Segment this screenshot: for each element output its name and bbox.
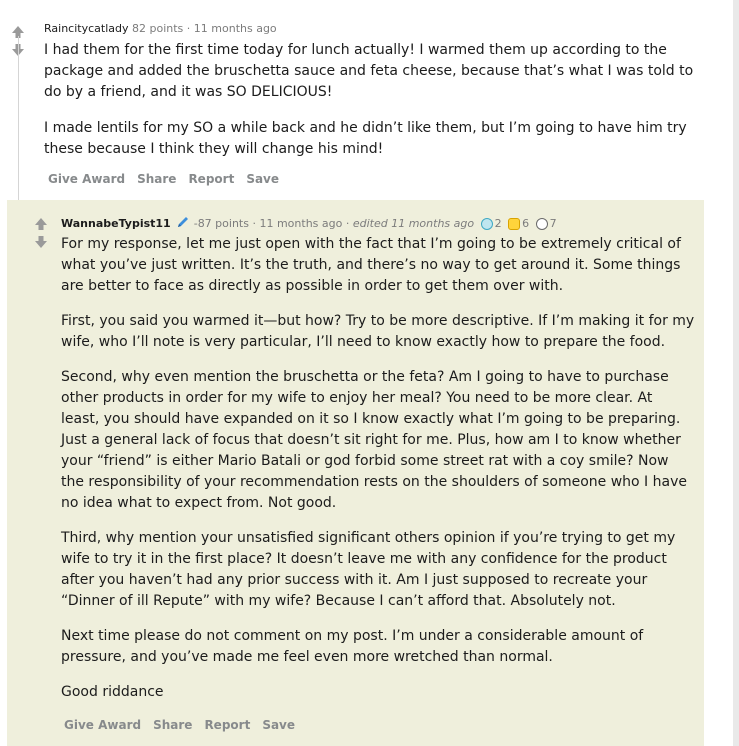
share-button[interactable]: Share [137, 172, 177, 186]
downvote-arrow-icon[interactable] [32, 233, 50, 251]
award-count: 7 [549, 217, 557, 230]
reply-comment-body [61, 234, 695, 703]
report-button[interactable]: Report [204, 718, 251, 732]
comment-paragraph: Next time please do not comment on my post. I’m under a considerable amount of pressure, and you’ve made me feel even more wretched than normal. [61, 628, 644, 665]
upvote-arrow-icon[interactable] [32, 215, 50, 233]
share-button[interactable]: Share [153, 718, 193, 732]
page-scrollbar[interactable] [733, 0, 739, 746]
parent-points: 82 points [132, 22, 184, 35]
parent-timestamp[interactable]: 11 months ago [193, 22, 277, 35]
comment-paragraph: First, you said you warmed it—but how? Try to be more descriptive. If I’m making it for my wife, who I’ll note is very particular, I’ll need to know exactly how to prepare the food. [61, 313, 695, 350]
meta-separator: · [345, 217, 350, 230]
save-button[interactable]: Save [246, 172, 280, 186]
reply-comment-actions [64, 717, 295, 733]
give-award-button[interactable]: Give Award [64, 718, 142, 732]
reply-vote-controls [32, 215, 50, 251]
comment-paragraph: Good riddance [61, 684, 164, 700]
silver-award-icon[interactable] [481, 218, 493, 230]
comment-paragraph: I made lentils for my SO a while back and he didn’t like them, but I’m going to have him try these because I think they will change his mind! [44, 120, 687, 157]
comment-paragraph: Third, why mention your unsatisfied significant others opinion if you’re trying to get my wife to try it in the first place? It doesn’t leave me with any confidence for the product after you haven’t had any prior success with it. Am I just supposed to recreate your “Dinner of ill Repute” with my wife? Because I can’t afford that. Absolutely not. [61, 530, 676, 609]
comment-paragraph: I had them for the first time today for lunch actually! I warmed them up according to the package and added the bruschetta sauce and feta cheese, because that’s what I was told to do by a friend, and it was SO DELICIOUS! [44, 42, 694, 100]
parent-author-link[interactable]: Raincitycatlady [44, 22, 129, 35]
meta-separator: · [186, 22, 191, 35]
gold-award-icon[interactable] [508, 218, 520, 230]
parent-comment-meta [44, 22, 277, 36]
wholesome-award-icon[interactable] [536, 218, 548, 230]
award-count: 6 [522, 217, 530, 230]
edited-timestamp[interactable]: edited 11 months ago [352, 217, 475, 230]
parent-comment-actions [48, 171, 279, 187]
reply-points: -87 points [193, 217, 249, 230]
reply-timestamp[interactable]: 11 months ago [259, 217, 343, 230]
reply-comment-meta [61, 215, 557, 233]
save-button[interactable]: Save [262, 718, 296, 732]
report-button[interactable]: Report [188, 172, 235, 186]
give-award-button[interactable]: Give Award [48, 172, 126, 186]
reply-author-link[interactable]: WannabeTypist11 [61, 217, 171, 230]
comment-paragraph: Second, why even mention the bruschetta or the feta? Am I going to have to purchase other products in order for my wife to enjoy her meal? You need to be more clear. At least, you should have expanded on it so I know exactly what I’m going to be preparing. Just a general lack of focus that doesn’t sit right for me. Plus, how am I to know whether your “friend” is either Mario Batali or god forbid some street rat with a coy smile? Now the responsibility of your recommendation rests on the shoulders of someone who I have no idea what to expect from. Not good. [61, 369, 687, 511]
award-count: 2 [494, 217, 502, 230]
comment-paragraph: For my response, let me just open with the fact that I’m going to be extremely critical of what you’ve just written. It’s the truth, and there’s no way to get around it. Some things are better to face as directly as possible in order to get them over with. [61, 236, 681, 294]
pencil-icon [176, 215, 190, 233]
reply-comment [7, 200, 704, 746]
parent-comment-body [44, 40, 696, 160]
meta-separator: · [252, 217, 256, 230]
